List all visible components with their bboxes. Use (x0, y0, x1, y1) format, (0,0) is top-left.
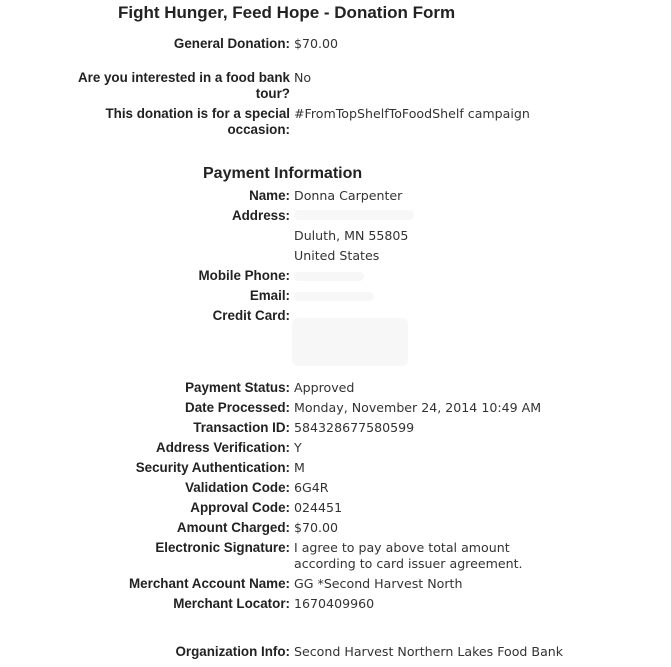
amount-charged-value: $70.00 (294, 520, 339, 535)
tour-value: No (294, 70, 312, 85)
merchant-account-name-value: GG *Second Harvest North (294, 576, 463, 591)
security-authentication-value: M (294, 460, 305, 475)
approval-code-value: 024451 (294, 500, 343, 515)
address-verification-label: Address Verification: (156, 440, 290, 455)
payment-status-label: Payment Status: (185, 380, 290, 395)
merchant-locator-value: 1670409960 (294, 596, 375, 611)
redacted-street-address (294, 210, 414, 220)
date-processed-label: Date Processed: (185, 400, 290, 415)
address-verification-value: Y (294, 440, 302, 455)
merchant-locator-label: Merchant Locator: (173, 596, 290, 611)
general-donation-label: General Donation: (173, 36, 290, 51)
date-processed-value: Monday, November 24, 2014 10:49 AM (294, 400, 542, 415)
tour-label-line2: tour? (255, 86, 290, 101)
validation-code-value: 6G4R (294, 480, 329, 495)
occasion-value: #FromTopShelfToFoodShelf campaign (294, 106, 530, 121)
electronic-signature-line2: according to card issuer agreement. (294, 556, 523, 571)
email-label: Email: (249, 288, 290, 303)
organization-info-value: Second Harvest Northern Lakes Food Bank (294, 644, 564, 659)
form-title: Fight Hunger, Feed Hope - Donation Form (118, 3, 456, 22)
general-donation-value: $70.00 (294, 36, 339, 51)
security-authentication-label: Security Authentication: (135, 460, 290, 475)
occasion-label-line1: This donation is for a special (105, 106, 290, 121)
organization-info-label: Organization Info: (175, 644, 290, 659)
redacted-mobile-phone (294, 272, 364, 281)
address-city: Duluth, MN 55805 (294, 228, 409, 243)
name-label: Name: (249, 188, 290, 203)
merchant-account-name-label: Merchant Account Name: (129, 576, 290, 591)
redacted-email (294, 292, 374, 301)
credit-card-label: Credit Card: (212, 308, 290, 323)
address-label: Address: (231, 208, 290, 223)
approval-code-label: Approval Code: (190, 500, 290, 515)
transaction-id-value: 584328677580599 (294, 420, 415, 435)
payment-information-heading: Payment Information (203, 165, 363, 182)
redacted-credit-card (292, 318, 408, 366)
tour-label-line1: Are you interested in a food bank (77, 70, 290, 85)
transaction-id-label: Transaction ID: (193, 420, 290, 435)
address-country: United States (294, 248, 380, 263)
amount-charged-label: Amount Charged: (176, 520, 290, 535)
payment-status-value: Approved (294, 380, 355, 395)
validation-code-label: Validation Code: (185, 480, 290, 495)
name-value: Donna Carpenter (294, 188, 403, 203)
mobile-phone-label: Mobile Phone: (198, 268, 290, 283)
electronic-signature-line1: I agree to pay above total amount (294, 540, 510, 555)
electronic-signature-label: Electronic Signature: (155, 540, 290, 555)
occasion-label-line2: occasion: (227, 122, 290, 137)
